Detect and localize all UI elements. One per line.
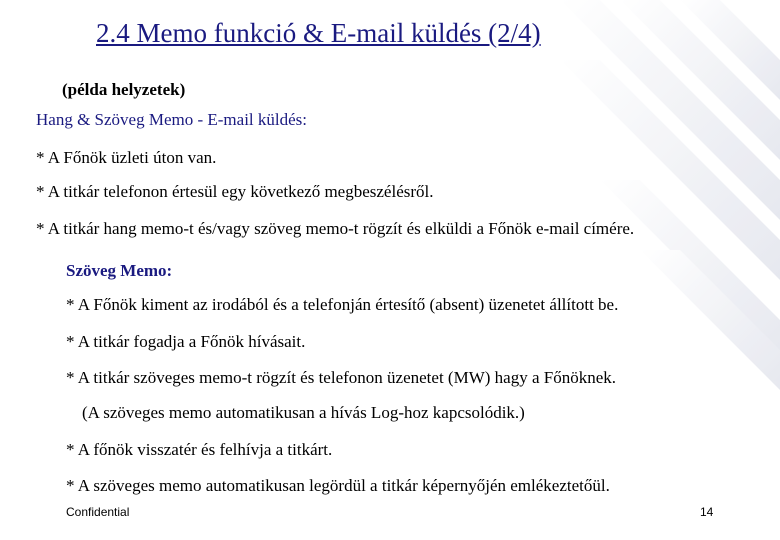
list-item: * A titkár szöveges memo-t rögzít és telefonon üzenetet (MW) hagy a Főnöknek. — [66, 368, 616, 387]
list-item: * A Főnök üzleti úton van. — [36, 148, 217, 167]
list-item: * A titkár hang memo-t és/vagy szöveg memo-t rögzít és elküldi a Főnök e-mail címére. — [36, 219, 635, 238]
section2-heading: Szöveg Memo: — [66, 261, 173, 280]
list-item: * A Főnök kiment az irodából és a telefonján értesítő (absent) üzenetet állított be. — [66, 295, 619, 314]
list-item: * A főnök visszatér és felhívja a titkárt. — [66, 440, 333, 459]
list-item: * A szöveges memo automatikusan legördül a titkár képernyőjén emlékeztetőül. — [66, 476, 610, 495]
list-note: (A szöveges memo automatikusan a hívás Log-hoz kapcsolódik.) — [82, 403, 525, 422]
list-item: * A titkár fogadja a Főnök hívásait. — [66, 332, 306, 351]
section1-heading: Hang & Szöveg Memo - E-mail küldés: — [36, 110, 308, 129]
subtitle: (példa helyzetek) — [62, 80, 186, 99]
footer-confidential: Confidential — [66, 505, 130, 519]
list-item: * A titkár telefonon értesül egy következő megbeszélésről. — [36, 182, 434, 201]
page-title: 2.4 Memo funkció & E-mail küldés (2/4) — [96, 18, 541, 48]
page-number: 14 — [700, 505, 714, 519]
